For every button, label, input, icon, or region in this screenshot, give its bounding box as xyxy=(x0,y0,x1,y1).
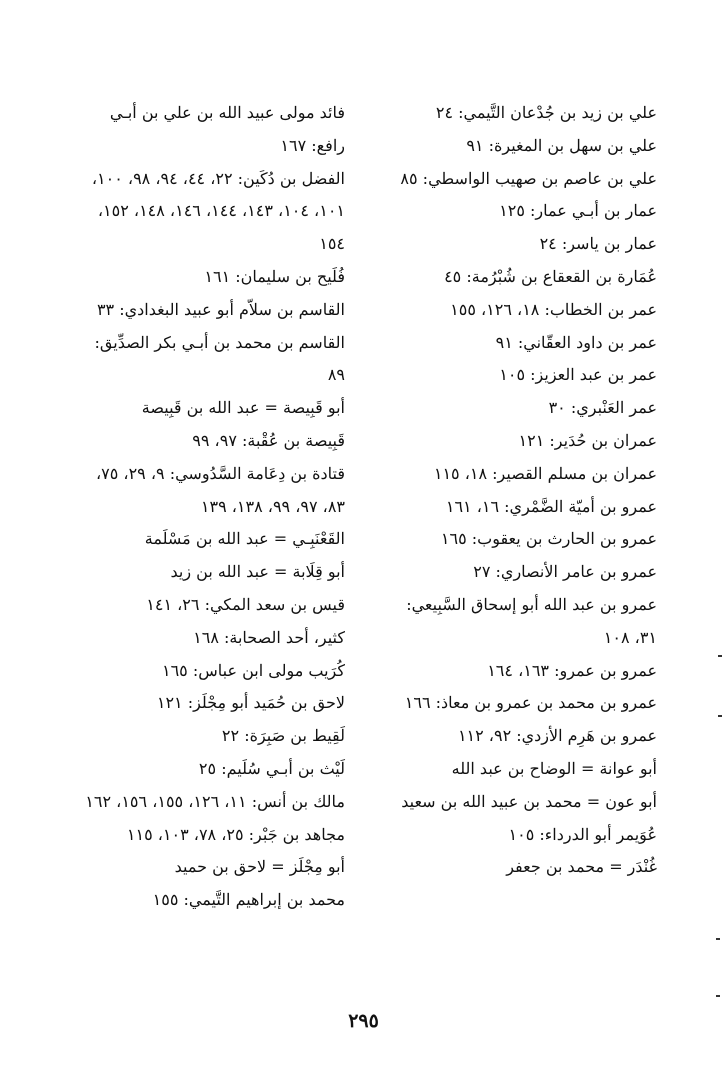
index-entry: عمرو بن عمرو: ١٦٣، ١٦٤ xyxy=(487,660,657,680)
index-entry: القَعْنَبِـي = عبد الله بن مَسْلَمة xyxy=(144,529,345,549)
index-entry: فُلَيح بن سليمان: ١٦١ xyxy=(204,266,345,286)
index-entry: مجاهد بن جَبْر: ٢٥، ٧٨، ١٠٣، ١١٥ xyxy=(126,824,345,844)
page-number: ٢٩٥ xyxy=(348,1010,379,1032)
index-entry: الفضل بن دُكَين: ٢٢، ٤٤، ٩٤، ٩٨، ١٠٠، ١٠١، ١٠٤، ١٤٣، ١٤٤، ١٤٦، ١٤٨، ١٥٢، ١٥٤ xyxy=(91,168,345,254)
index-entry: محمد بن إبراهيم التَّيمي: ١٥٥ xyxy=(152,890,345,910)
index-entry: عمرو بن الحارث بن يعقوب: ١٦٥ xyxy=(440,529,657,549)
index-entry: أبو مِجْلَز = لاحق بن حميد xyxy=(174,857,345,877)
index-entry: فائد مولى عبيد الله بن علي بن أبـي رافع: ١٦٧ xyxy=(109,103,345,155)
index-entry: عمر بن الخطاب: ١٨، ١٢٦، ١٥٥ xyxy=(450,299,657,319)
index-entry: مالك بن أنس: ١١، ١٢٦، ١٥٥، ١٥٦، ١٦٢ xyxy=(85,791,345,811)
index-entry: غُنْدَر = محمد بن جعفر xyxy=(506,857,657,877)
index-entry: علي بن عاصم بن صهيب الواسطي: ٨٥ xyxy=(400,168,657,188)
index-entry: قتادة بن دِعَامة السَّدُوسي: ٩، ٢٩، ٧٥، ٨٣، ٩٧، ٩٩، ١٣٨، ١٣٩ xyxy=(95,463,345,516)
index-entry: أبو قَبِيصة = عبد الله بن قَبِيصة xyxy=(141,398,345,418)
index-entry: قيس بن سعد المكي: ٢٦، ١٤١ xyxy=(146,594,345,614)
index-entry: القاسم بن محمد بن أبـي بكر الصدِّيق: ٨٩ xyxy=(94,332,345,385)
index-entry: لَيْث بن أبـي سُلَيم: ٢٥ xyxy=(198,758,345,778)
margin-mark xyxy=(718,655,722,657)
index-entry: أبو عوانة = الوضاح بن عبد الله xyxy=(451,758,657,778)
margin-mark xyxy=(718,715,722,717)
index-entry: لَقِيط بن صَبِرَة: ٢٢ xyxy=(221,726,345,746)
index-column-right xyxy=(386,97,657,884)
index-entry: قَبِيصة بن عُقْبة: ٩٧، ٩٩ xyxy=(192,430,345,450)
index-entry: القاسم بن سلاّم أبو عبيد البغدادي: ٣٣ xyxy=(96,299,345,319)
index-entry: عُوَيمر أبو الدرداء: ١٠٥ xyxy=(508,824,657,844)
index-entry: عمران بن حُدَير: ١٢١ xyxy=(518,430,657,450)
index-column-left xyxy=(75,97,345,917)
index-entry: عمرو بن هَرِم الأزدي: ٩٢، ١١٢ xyxy=(457,726,657,746)
index-entry: لاحق بن حُمَيد أبو مِجْلَز: ١٢١ xyxy=(156,693,345,713)
index-entry: عمرو بن عبد الله أبو إسحاق السَّبِيعي: ٣١، ١٠٨ xyxy=(406,594,657,647)
index-entry: عمرو بن محمد بن عمرو بن معاذ: ١٦٦ xyxy=(404,693,657,713)
index-entry: علي بن سهل بن المغيرة: ٩١ xyxy=(466,135,657,155)
margin-mark xyxy=(716,938,720,940)
index-entry: عُمَارة بن القعقاع بن شُبْرُمة: ٤٥ xyxy=(444,266,657,286)
index-entry: أبو قِلَابة = عبد الله بن زيد xyxy=(170,562,345,582)
index-entry: عمران بن مسلم القصير: ١٨، ١١٥ xyxy=(433,463,657,483)
index-entry: كثير، أحد الصحابة: ١٦٨ xyxy=(193,627,345,647)
index-entry: عمر العَنْبري: ٣٠ xyxy=(548,398,657,418)
index-entry: أبو عون = محمد بن عبيد الله بن سعيد xyxy=(401,791,657,811)
index-entry: عمار بن أبـي عمار: ١٢٥ xyxy=(499,201,657,221)
index-entry: عمر بن داود العقّاني: ٩١ xyxy=(495,332,657,352)
index-entry: علي بن زيد بن جُدْعان التَّيمي: ٢٤ xyxy=(435,103,657,122)
index-entry: عمرو بن عامر الأنصاري: ٢٧ xyxy=(473,562,657,582)
margin-mark xyxy=(716,995,720,997)
index-entry: كُرَيب مولى ابن عباس: ١٦٥ xyxy=(161,660,345,680)
index-entry: عمرو بن أميّة الضَّمْري: ١٦، ١٦١ xyxy=(445,496,657,516)
index-entry: عمر بن عبد العزيز: ١٠٥ xyxy=(499,365,657,385)
index-entry: عمار بن ياسر: ٢٤ xyxy=(539,234,657,254)
